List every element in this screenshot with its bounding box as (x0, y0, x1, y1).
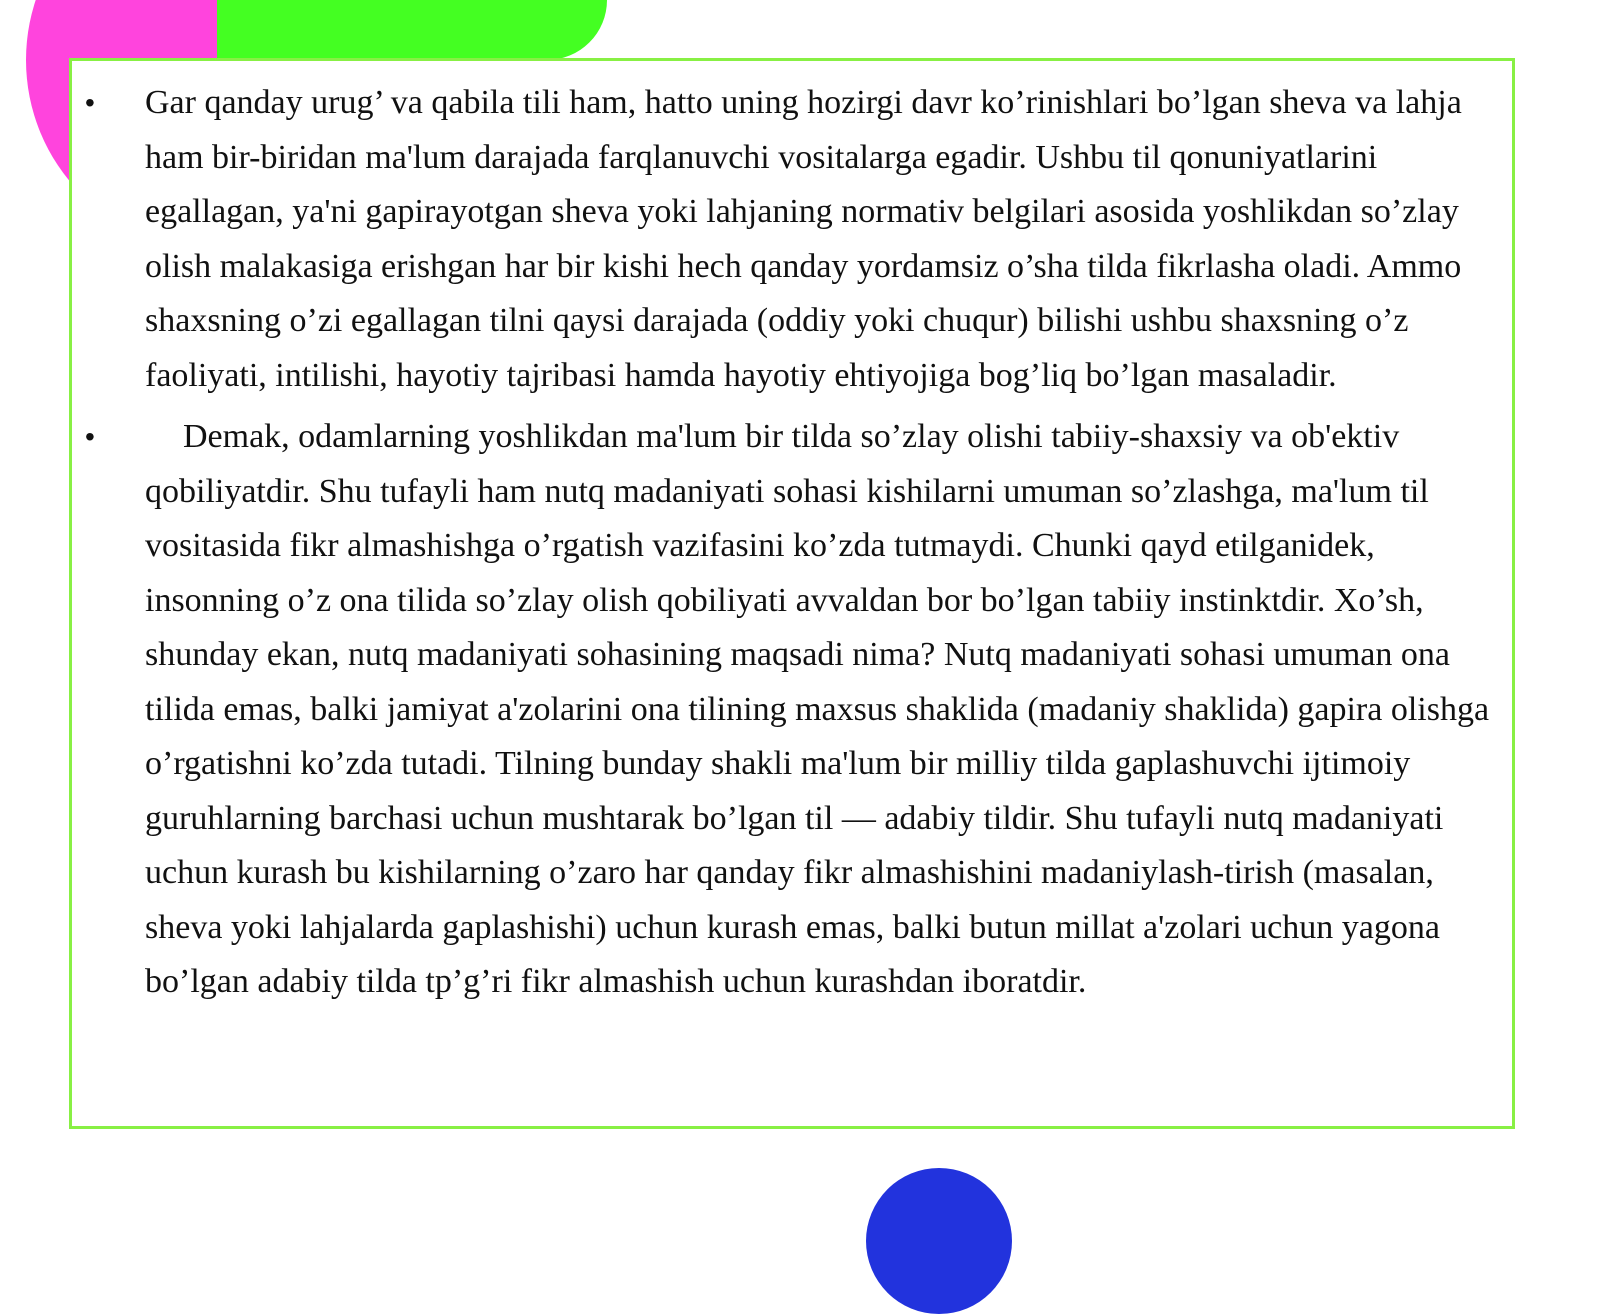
decorative-green-shape (217, 0, 607, 60)
bullet-item (72, 410, 1512, 1010)
text-frame (69, 58, 1515, 1129)
bullet-dot-icon: • (85, 421, 95, 452)
bullet-item (72, 76, 1512, 403)
paragraph-text: Gar qanday urug’ va qabila tili ham, hatto uning hozirgi davr ko’rinishlari bo’lgan sheva va lahja ham bir-biridan ma'lum darajada farqlanuvchi vositalarga egadir. Ushbu til qonuniyatlarini egallagan, ya'ni gapirayotgan sheva yoki lahjaning normativ belgilari asosida yoshlikdan so’zlay olish malakasiga erishgan har bir kishi hech qanday yordamsiz o’sha tilda fikrlasha oladi. Ammo shaxsning o’zi egallagan tilni qaysi darajada (oddiy yoki chuqur) bilishi ushbu shaxsning o’z faoliyati, intilishi, hayotiy tajribasi hamda hayotiy ehtiyojiga bog’liq bo’lgan masaladir. (145, 84, 1462, 394)
decorative-blue-circle (866, 1168, 1012, 1314)
bullet-list (72, 76, 1512, 1010)
paragraph-text: Demak, odamlarning yoshlikdan ma'lum bir tilda so’zlay olishi tabiiy-shaxsiy va ob'ektiv qobiliyatdir. Shu tufayli ham nutq madaniyati sohasi kishilarni umuman so’zlashga, ma'lum til vositasida fikr almashishga o’rgatish vazifasini ko’zda tutmaydi. Chunki qayd etilganidek, insonning o’z ona tilida so’zlay olish qobiliyati avvaldan bor bo’lgan tabiiy instinktdir. Xo’sh, shunday ekan, nutq madaniyati sohasining maqsadi nima? Nutq madaniyati sohasi umuman ona tilida emas, balki jamiyat a'zolarini ona tilining maxsus shaklida (madaniy shaklida) gapira olishga o’rgatishni ko’zda tutadi. Tilning bunday shakli ma'lum bir milliy tilda gaplashuvchi ijtimoiy guruhlarning barchasi uchun mushtarak bo’lgan til — adabiy tildir. Shu tufayli nutq madaniyati uchun kurash bu kishilarning o’zaro har qanday fikr almashishini madaniylash-tirish (masalan, sheva yoki lahjalarda gaplashishi) uchun kurash emas, balki butun millat a'zolari uchun yagona bo’lgan adabiy tilda tp’g’ri fikr almashish uchun kurashdan iboratdir. (145, 418, 1490, 1000)
bullet-dot-icon: • (85, 87, 95, 118)
